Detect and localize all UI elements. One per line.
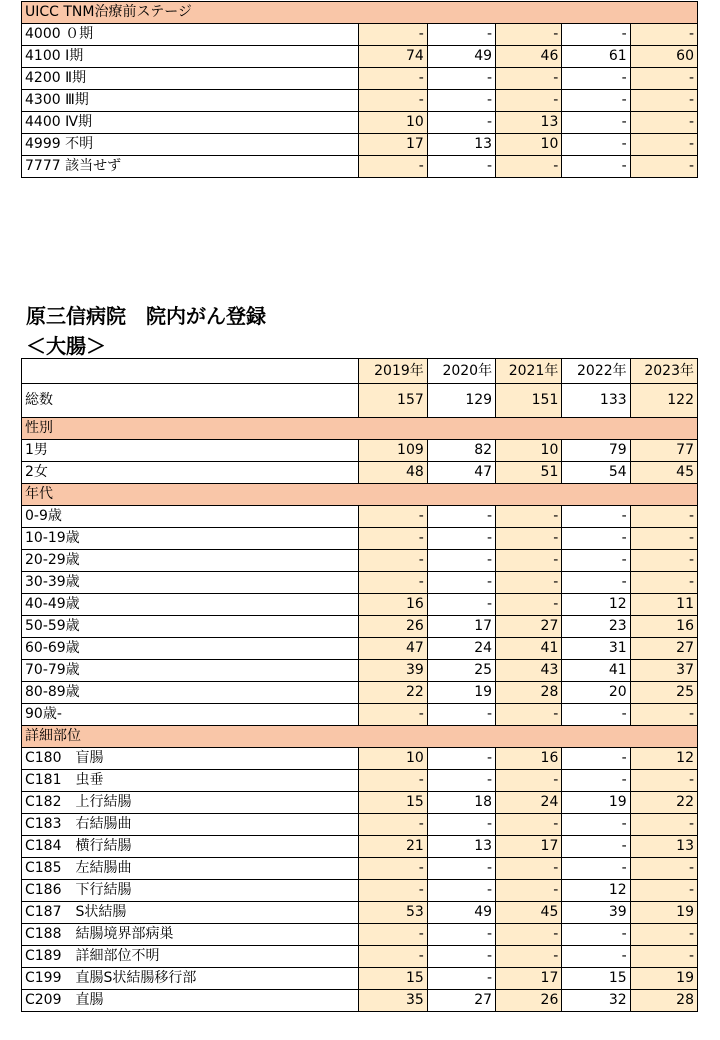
- year-header: 2020年: [427, 359, 495, 384]
- row-label: 70-79歳: [22, 660, 359, 682]
- cell-value: -: [562, 112, 630, 134]
- cell-value: 19: [630, 902, 697, 924]
- cell-value: 25: [630, 682, 697, 704]
- cell-value: -: [359, 704, 427, 726]
- cell-value: -: [630, 112, 697, 134]
- cell-value: -: [562, 704, 630, 726]
- cell-value: 10: [359, 748, 427, 770]
- cell-value: -: [427, 704, 495, 726]
- row-label: C182 上行結腸: [22, 792, 359, 814]
- table-row: [22, 770, 698, 792]
- section-title: 詳細部位: [22, 726, 698, 748]
- cell-value: 39: [359, 660, 427, 682]
- year-header-row: [22, 359, 698, 384]
- cell-value: 151: [496, 384, 562, 418]
- table-row: [22, 836, 698, 858]
- section-title: 年代: [22, 484, 698, 506]
- row-label: C209 直腸: [22, 990, 359, 1012]
- cell-value: -: [427, 968, 495, 990]
- cell-value: -: [359, 90, 427, 112]
- row-label: 0-9歳: [22, 506, 359, 528]
- cell-value: -: [630, 528, 697, 550]
- cell-value: 25: [427, 660, 495, 682]
- section-header-row: [22, 726, 698, 748]
- cell-value: -: [496, 704, 562, 726]
- corner-cell: [22, 359, 359, 384]
- row-label: 7777 該当せず: [22, 156, 359, 178]
- cell-value: 10: [496, 134, 562, 156]
- cell-value: -: [359, 24, 427, 46]
- table-row: [22, 792, 698, 814]
- table-row: [22, 440, 698, 462]
- cell-value: -: [630, 90, 697, 112]
- year-header: 2022年: [562, 359, 630, 384]
- cell-value: -: [562, 68, 630, 90]
- cell-value: -: [496, 90, 562, 112]
- row-label: 90歳-: [22, 704, 359, 726]
- table-header-row: [22, 2, 698, 24]
- cell-value: 13: [427, 134, 495, 156]
- cell-value: 49: [427, 902, 495, 924]
- row-label: 2女: [22, 462, 359, 484]
- cell-value: -: [496, 550, 562, 572]
- cell-value: 17: [427, 616, 495, 638]
- cell-value: -: [630, 550, 697, 572]
- cell-value: -: [630, 946, 697, 968]
- cell-value: -: [427, 506, 495, 528]
- cell-value: -: [427, 814, 495, 836]
- cell-value: -: [630, 156, 697, 178]
- page-title: 原三信病院 院内がん登録: [26, 304, 266, 328]
- cell-value: 122: [630, 384, 697, 418]
- cell-value: 60: [630, 46, 697, 68]
- cell-value: -: [562, 572, 630, 594]
- cell-value: 19: [427, 682, 495, 704]
- cell-value: -: [496, 68, 562, 90]
- cell-value: -: [562, 550, 630, 572]
- colorectal-table: [21, 358, 698, 1012]
- cell-value: -: [427, 946, 495, 968]
- cell-value: -: [496, 528, 562, 550]
- table-row: [22, 748, 698, 770]
- row-label: C187 S状結腸: [22, 902, 359, 924]
- cell-value: 43: [496, 660, 562, 682]
- cell-value: -: [359, 858, 427, 880]
- cell-value: 24: [427, 638, 495, 660]
- cell-value: -: [496, 880, 562, 902]
- table-row: [22, 594, 698, 616]
- table-row: [22, 682, 698, 704]
- cell-value: -: [496, 814, 562, 836]
- cell-value: 15: [562, 968, 630, 990]
- table-row: [22, 858, 698, 880]
- cell-value: -: [427, 748, 495, 770]
- cell-value: 39: [562, 902, 630, 924]
- cell-value: 79: [562, 440, 630, 462]
- cell-value: -: [562, 770, 630, 792]
- cell-value: 45: [630, 462, 697, 484]
- cell-value: 109: [359, 440, 427, 462]
- cell-value: -: [630, 858, 697, 880]
- cell-value: -: [427, 858, 495, 880]
- table-row: [22, 112, 698, 134]
- cell-value: 19: [562, 792, 630, 814]
- cell-value: -: [630, 134, 697, 156]
- cell-value: 37: [630, 660, 697, 682]
- cell-value: -: [562, 858, 630, 880]
- cell-value: -: [562, 748, 630, 770]
- cell-value: 16: [630, 616, 697, 638]
- cell-value: -: [630, 506, 697, 528]
- row-label: C185 左結腸曲: [22, 858, 359, 880]
- cell-value: -: [427, 572, 495, 594]
- row-label: 20-29歳: [22, 550, 359, 572]
- cell-value: 31: [562, 638, 630, 660]
- section-header-row: [22, 418, 698, 440]
- row-label: C183 右結腸曲: [22, 814, 359, 836]
- cell-value: 28: [496, 682, 562, 704]
- cell-value: -: [427, 924, 495, 946]
- page-subtitle: ＜大腸＞: [26, 334, 106, 358]
- cell-value: 22: [359, 682, 427, 704]
- cell-value: 27: [427, 990, 495, 1012]
- cell-value: 49: [427, 46, 495, 68]
- row-label: C186 下行結腸: [22, 880, 359, 902]
- cell-value: 27: [630, 638, 697, 660]
- cell-value: -: [496, 946, 562, 968]
- cell-value: -: [427, 770, 495, 792]
- cell-value: -: [427, 24, 495, 46]
- cell-value: 41: [562, 660, 630, 682]
- row-label: C180 盲腸: [22, 748, 359, 770]
- cell-value: 13: [630, 836, 697, 858]
- cell-value: 61: [562, 46, 630, 68]
- row-label: C184 横行結腸: [22, 836, 359, 858]
- cell-value: -: [562, 24, 630, 46]
- table-row: [22, 462, 698, 484]
- row-label: 10-19歳: [22, 528, 359, 550]
- cell-value: -: [496, 924, 562, 946]
- cell-value: -: [427, 594, 495, 616]
- table-row: [22, 660, 698, 682]
- cell-value: -: [630, 814, 697, 836]
- cell-value: -: [562, 156, 630, 178]
- cell-value: -: [359, 506, 427, 528]
- table-row: [22, 506, 698, 528]
- cell-value: 23: [562, 616, 630, 638]
- cell-value: -: [562, 946, 630, 968]
- cell-value: 10: [359, 112, 427, 134]
- cell-value: -: [359, 550, 427, 572]
- cell-value: -: [427, 880, 495, 902]
- stage-table: [21, 1, 698, 178]
- cell-value: 53: [359, 902, 427, 924]
- row-label: C199 直腸S状結腸移行部: [22, 968, 359, 990]
- cell-value: 12: [562, 594, 630, 616]
- table-row: [22, 946, 698, 968]
- cell-value: -: [496, 572, 562, 594]
- cell-value: -: [562, 90, 630, 112]
- section-header-row: [22, 484, 698, 506]
- cell-value: -: [630, 880, 697, 902]
- cell-value: 32: [562, 990, 630, 1012]
- cell-value: -: [562, 814, 630, 836]
- table-row: [22, 156, 698, 178]
- table-row: [22, 572, 698, 594]
- cell-value: 77: [630, 440, 697, 462]
- cell-value: -: [496, 594, 562, 616]
- cell-value: -: [562, 836, 630, 858]
- cell-value: -: [359, 68, 427, 90]
- cell-value: 15: [359, 968, 427, 990]
- cell-value: -: [630, 924, 697, 946]
- cell-value: 47: [359, 638, 427, 660]
- cell-value: 11: [630, 594, 697, 616]
- row-label: 4100 Ⅰ期: [22, 46, 359, 68]
- cell-value: 15: [359, 792, 427, 814]
- year-header: 2023年: [630, 359, 697, 384]
- cell-value: -: [359, 880, 427, 902]
- cell-value: -: [496, 770, 562, 792]
- cell-value: -: [562, 506, 630, 528]
- cell-value: 16: [359, 594, 427, 616]
- cell-value: -: [359, 770, 427, 792]
- row-label: 4400 Ⅳ期: [22, 112, 359, 134]
- table-row: [22, 968, 698, 990]
- cell-value: 19: [630, 968, 697, 990]
- cell-value: 26: [496, 990, 562, 1012]
- cell-value: 13: [427, 836, 495, 858]
- cell-value: -: [630, 770, 697, 792]
- cell-value: 17: [496, 968, 562, 990]
- table-row: [22, 68, 698, 90]
- cell-value: -: [359, 814, 427, 836]
- cell-value: -: [427, 528, 495, 550]
- row-label: 4200 Ⅱ期: [22, 68, 359, 90]
- year-header: 2021年: [496, 359, 562, 384]
- table-row: [22, 990, 698, 1012]
- table-row: [22, 924, 698, 946]
- row-label: 4300 Ⅲ期: [22, 90, 359, 112]
- cell-value: -: [630, 68, 697, 90]
- cell-value: 17: [359, 134, 427, 156]
- cell-value: -: [562, 528, 630, 550]
- section-title: 性別: [22, 418, 698, 440]
- table-row: [22, 704, 698, 726]
- table-row: [22, 134, 698, 156]
- cell-value: -: [359, 528, 427, 550]
- cell-value: 20: [562, 682, 630, 704]
- year-header: 2019年: [359, 359, 427, 384]
- cell-value: 27: [496, 616, 562, 638]
- cell-value: -: [496, 858, 562, 880]
- cell-value: 12: [562, 880, 630, 902]
- cell-value: -: [496, 506, 562, 528]
- table-row: [22, 24, 698, 46]
- cell-value: -: [359, 572, 427, 594]
- row-label: 総数: [22, 384, 359, 418]
- cell-value: -: [496, 24, 562, 46]
- cell-value: -: [496, 156, 562, 178]
- cell-value: -: [427, 112, 495, 134]
- row-label: 4000 ０期: [22, 24, 359, 46]
- cell-value: 41: [496, 638, 562, 660]
- cell-value: -: [359, 156, 427, 178]
- row-label: 1男: [22, 440, 359, 462]
- table-row: [22, 638, 698, 660]
- cell-value: -: [359, 946, 427, 968]
- cell-value: 21: [359, 836, 427, 858]
- row-label: 40-49歳: [22, 594, 359, 616]
- cell-value: 28: [630, 990, 697, 1012]
- cell-value: 82: [427, 440, 495, 462]
- cell-value: -: [630, 704, 697, 726]
- row-label: 80-89歳: [22, 682, 359, 704]
- cell-value: -: [427, 68, 495, 90]
- cell-value: -: [630, 572, 697, 594]
- cell-value: 129: [427, 384, 495, 418]
- cell-value: -: [427, 156, 495, 178]
- cell-value: 48: [359, 462, 427, 484]
- table-row: [22, 90, 698, 112]
- cell-value: 51: [496, 462, 562, 484]
- row-label: C188 結腸境界部病巣: [22, 924, 359, 946]
- cell-value: 10: [496, 440, 562, 462]
- cell-value: 18: [427, 792, 495, 814]
- table-row: [22, 880, 698, 902]
- cell-value: 26: [359, 616, 427, 638]
- cell-value: 45: [496, 902, 562, 924]
- cell-value: 35: [359, 990, 427, 1012]
- cell-value: 13: [496, 112, 562, 134]
- cell-value: 46: [496, 46, 562, 68]
- cell-value: -: [427, 550, 495, 572]
- cell-value: 16: [496, 748, 562, 770]
- table-row: [22, 46, 698, 68]
- row-label: C189 詳細部位不明: [22, 946, 359, 968]
- cell-value: -: [562, 924, 630, 946]
- cell-value: 47: [427, 462, 495, 484]
- row-label: 50-59歳: [22, 616, 359, 638]
- cell-value: -: [427, 90, 495, 112]
- cell-value: 22: [630, 792, 697, 814]
- row-label: 4999 不明: [22, 134, 359, 156]
- cell-value: 12: [630, 748, 697, 770]
- cell-value: 74: [359, 46, 427, 68]
- cell-value: -: [630, 24, 697, 46]
- cell-value: 54: [562, 462, 630, 484]
- cell-value: 24: [496, 792, 562, 814]
- cell-value: -: [562, 134, 630, 156]
- row-label: 60-69歳: [22, 638, 359, 660]
- row-label: 30-39歳: [22, 572, 359, 594]
- total-row: [22, 384, 698, 418]
- table-row: [22, 550, 698, 572]
- row-label: C181 虫垂: [22, 770, 359, 792]
- cell-value: -: [359, 924, 427, 946]
- stage-table-title: UICC TNM治療前ステージ: [22, 2, 698, 24]
- cell-value: 17: [496, 836, 562, 858]
- table-row: [22, 616, 698, 638]
- cell-value: 157: [359, 384, 427, 418]
- table-row: [22, 528, 698, 550]
- cell-value: 133: [562, 384, 630, 418]
- table-row: [22, 814, 698, 836]
- table-row: [22, 902, 698, 924]
